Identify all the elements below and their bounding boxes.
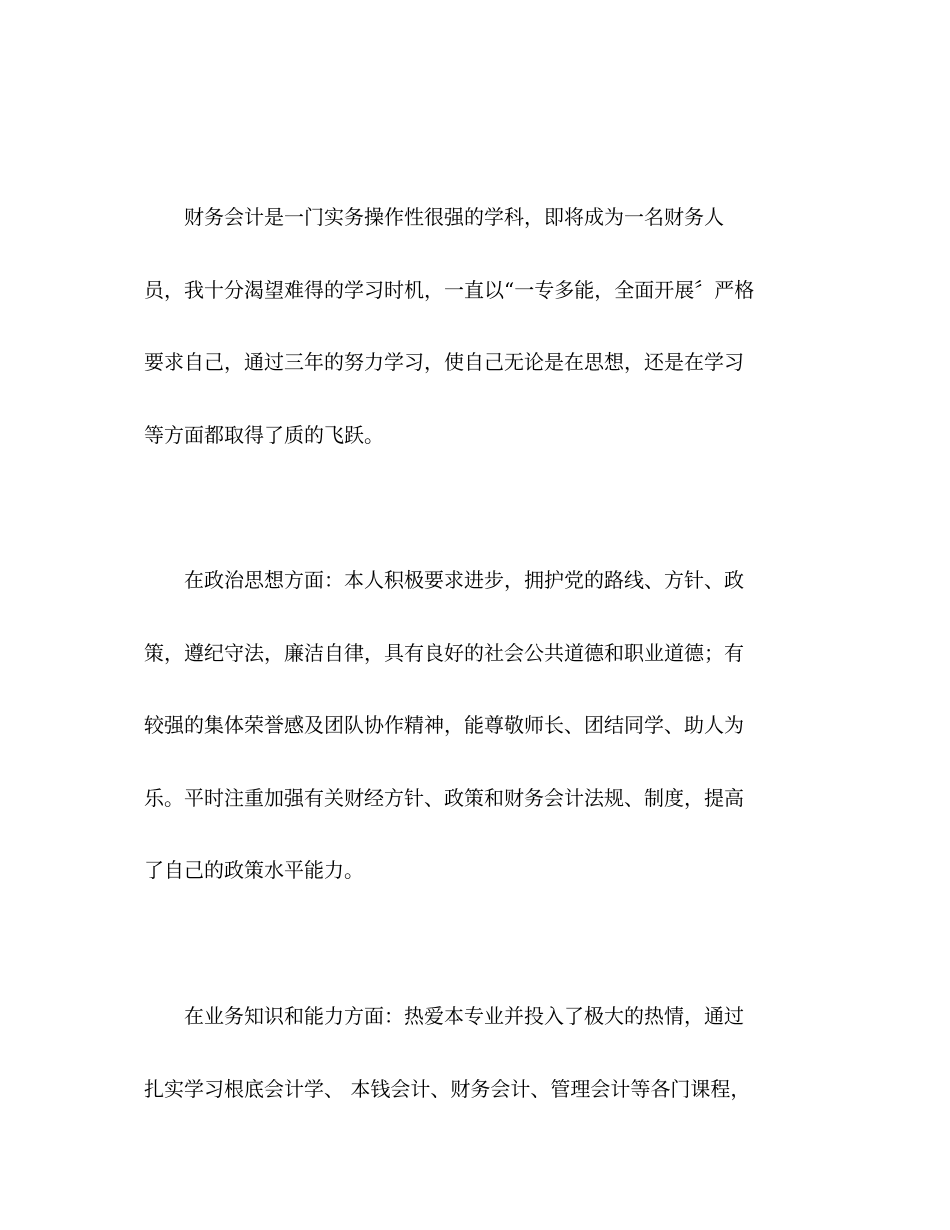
paragraph-political-thought: 在政治思想方面：本人积极要求进步，拥护党的路线、方针、政 策，遵纪守法，廉洁自律，具有良好的社会公共道德和职业道德；有 较强的集体荣誉感及团队协作精神，能尊敬师长、团结同学、助人为 乐。平时注重加强有关财经方针、政策和财务会计法规、制度，提高 了自己的政策水平能力。: [144, 568, 744, 882]
paragraph-professional-knowledge: 在业务知识和能力方面：热爱本专业并投入了极大的热情，通过 扎实学习根底会计学、 本钱会计、财务会计、管理会计等各门课程，: [144, 1004, 751, 1101]
paragraph-introduction: 财务会计是一门实务操作性很强的学科，即将成为一名财务人 员，我十分渴望难得的学习时机，一直以“一专多能，全面开展〞严格 要求自己，通过三年的努力学习，使自己无论是在思想，还是在学习 等方面都取得了质的飞跃。: [144, 205, 755, 447]
